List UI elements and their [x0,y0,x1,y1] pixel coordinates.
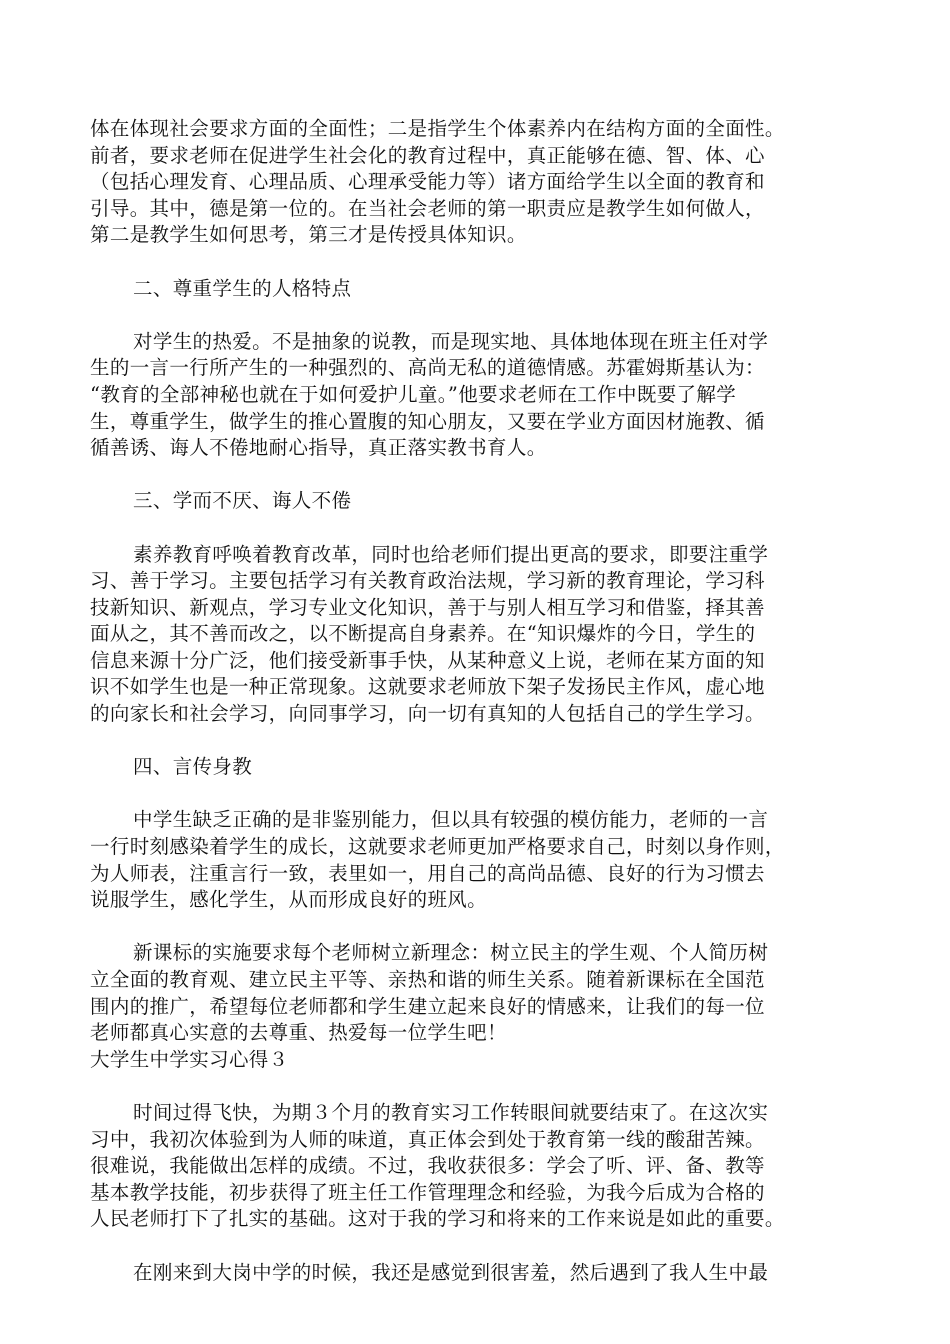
text-line: 说服学生，感化学生，从而形成良好的班风。 [90,888,488,912]
paragraph-gap [90,515,865,542]
text-line: 中学生缺乏正确的是非鉴别能力，但以具有较强的模仿能力，老师的一言 [133,808,769,832]
text-line: 的向家长和社会学习，向同事学习，向一切有真知的人包括自己的学生学习。 [90,702,765,726]
text-line: 新课标的实施要求每个老师树立新理念：树立民主的学生观、个人简历树 [133,941,769,965]
text-line: 第二是教学生如何思考，第三才是传授具体知识。 [90,223,527,247]
text-line: 在刚来到大岗中学的时候，我还是感觉到很害羞，然后遇到了我人生中最 [133,1260,769,1284]
paragraph-gap [90,914,865,941]
text-line: 为人师表，注重言行一致，表里如一，用自己的高尚品德、良好的行为习惯去 [90,861,765,885]
text-line: 引导。其中，德是第一位的。在当社会老师的第一职责应是教学生如何做人， [90,196,765,220]
paragraph-gap [90,781,865,808]
paragraph-gap [90,462,865,489]
text-line: 习中，我初次体验到为人师的味道，真正体会到处于教育第一线的酸甜苦辣。 [90,1127,765,1151]
text-line: 技新知识、新观点，学习专业文化知识，善于与别人相互学习和借鉴，择其善 [90,595,765,619]
paragraph-7 [90,1260,865,1287]
paragraph-gap [90,1233,865,1260]
text-line: 生，尊重学生，做学生的推心置腹的知心朋友，又要在学业方面因材施教、循 [90,409,765,433]
text-line: 老师都真心实意的去尊重、热爱每一位学生吧！ [90,1021,507,1045]
article-title: 大学生中学实习心得３ [90,1047,289,1071]
section-heading-2: 二、尊重学生的人格特点 [133,276,352,300]
text-line: 识不如学生也是一种正常现象。这就要求老师放下架子发扬民主作风，虚心地 [90,675,765,699]
text-line: 很难说，我能做出怎样的成绩。不过，我收获很多：学会了听、评、备、教等 [90,1154,765,1178]
text-line: 基本教学技能，初步获得了班主任工作管理理念和经验，为我今后成为合格的 [90,1180,765,1204]
paragraph-gap [90,302,865,329]
section-heading-4: 四、言传身教 [133,755,253,779]
text-line: 面从之，其不善而改之，以不断提高自身素养。在“知识爆炸的今日，学生的 [90,622,756,646]
document-page [90,116,865,1286]
paragraph-2 [90,329,865,462]
text-line: 立全面的教育观、建立民主平等、亲热和谐的师生关系。随着新课标在全国范 [90,968,765,991]
paragraph-gap [90,728,865,755]
text-line: 信息来源十分广泛，他们接受新事手快，从某种意义上说，老师在某方面的知 [90,648,765,672]
section-heading-3: 三、学而不厌、诲人不倦 [133,489,352,513]
text-line: 人民老师打下了扎实的基础。这对于我的学习和将来的工作来说是如此的重要。 [90,1207,785,1231]
paragraph-6 [90,1100,865,1233]
text-line: 对学生的热爱。不是抽象的说教，而是现实地、具体地体现在班主任对学 [133,329,769,353]
text-line: “教育的全部神秘也就在于如何爱护儿童。”他要求老师在工作中既要了解学 [90,382,737,406]
text-line: 习、善于学习。主要包括学习有关教育政治法规，学习新的教育理论，学习科 [90,569,765,593]
paragraph-gap [90,249,865,276]
text-line: （包括心理发育、心理品质、心理承受能力等）诸方面给学生以全面的教育和 [90,170,765,194]
text-line: 时间过得飞快，为期３个月的教育实习工作转眼间就要结束了。在这次实 [133,1100,769,1124]
paragraph-gap [90,1073,865,1100]
text-line: 体在体现社会要求方面的全面性；二是指学生个体素养内在结构方面的全面性。 [90,117,785,140]
text-line: 素养教育呼唤着教育改革，同时也给老师们提出更高的要求，即要注重学 [133,542,769,566]
text-line: 前者，要求老师在促进学生社会化的教育过程中，真正能够在德、智、体、心 [90,143,765,167]
paragraph-1 [90,116,865,249]
text-line: 围内的推广，希望每位老师都和学生建立起来良好的情感来，让我们的每一位 [90,994,765,1018]
paragraph-3 [90,542,865,728]
paragraph-5 [90,940,865,1046]
text-line: 生的一言一行所产生的一种强烈的、高尚无私的道德情感。苏霍姆斯基认为： [90,356,765,380]
paragraph-4 [90,807,865,913]
text-line: 循善诱、诲人不倦地耐心指导，真正落实教书育人。 [90,436,547,460]
text-line: 一行时刻感染着学生的成长，这就要求老师更加严格要求自己，时刻以身作则， [90,835,785,859]
